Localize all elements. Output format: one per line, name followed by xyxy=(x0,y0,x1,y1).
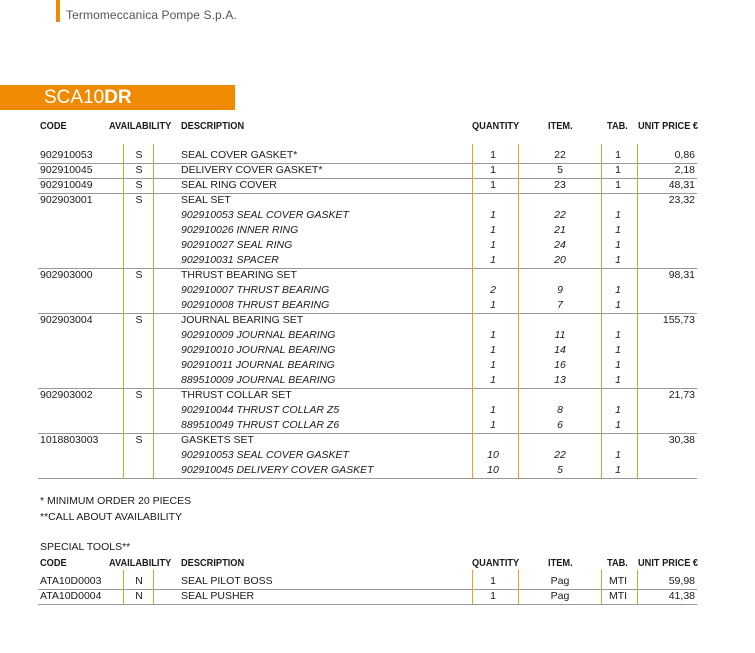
cell-desc: SEAL COVER GASKET* xyxy=(181,149,298,161)
cell-qty: 1 xyxy=(490,254,496,266)
cell-price: 155,73 xyxy=(662,314,695,326)
cell-desc: 902910045 DELIVERY COVER GASKET xyxy=(181,464,374,476)
cell-item: 22 xyxy=(554,149,566,161)
cell-item: 22 xyxy=(554,449,566,461)
cell-desc: SEAL RING COVER xyxy=(181,179,277,191)
cell-desc: 889510049 THRUST COLLAR Z6 xyxy=(181,419,340,431)
cell-tab: MTI xyxy=(608,575,628,587)
sub-item-row xyxy=(38,343,697,358)
cell-item: 14 xyxy=(554,344,566,356)
header-tab: TAB. xyxy=(607,557,628,569)
cell-price: 23,32 xyxy=(668,194,695,206)
cell-desc: 902910031 SPACER xyxy=(181,254,279,266)
cell-qty: 1 xyxy=(490,329,496,341)
table-row xyxy=(38,589,697,605)
sub-item-row xyxy=(38,223,697,238)
cell-desc: 902910007 THRUST BEARING xyxy=(181,284,330,296)
cell-avail: S xyxy=(135,149,143,161)
cell-qty xyxy=(473,193,513,208)
header-description: DESCRIPTION xyxy=(181,557,245,569)
cell-tab: 1 xyxy=(615,239,621,251)
cell-qty xyxy=(473,433,513,448)
sub-item-row xyxy=(38,283,697,298)
cell-tab: 1 xyxy=(615,419,621,431)
cell-tab: 1 xyxy=(615,179,621,191)
cell-avail xyxy=(123,253,155,268)
cell-avail xyxy=(123,328,155,343)
cell-code: 902903004 xyxy=(40,314,93,326)
header-availability: AVAILABILITY xyxy=(109,120,172,132)
cell-qty: 1 xyxy=(490,209,496,221)
cell-price: 41,38 xyxy=(668,590,695,602)
cell-item: 7 xyxy=(557,299,563,311)
cell-avail: N xyxy=(135,575,143,587)
cell-price: 30,38 xyxy=(668,434,695,446)
cell-avail: S xyxy=(135,194,143,206)
cell-desc: THRUST COLLAR SET xyxy=(181,389,292,401)
sub-item-row xyxy=(38,253,697,269)
cell-qty: 1 xyxy=(490,164,496,176)
cell-tab: 1 xyxy=(615,149,621,161)
cell-avail xyxy=(123,448,155,463)
column-divider xyxy=(518,144,519,478)
cell-avail: S xyxy=(135,164,143,176)
table-row xyxy=(38,148,697,164)
column-divider xyxy=(123,570,124,604)
cell-item xyxy=(517,433,603,448)
cell-avail xyxy=(123,418,155,433)
column-divider xyxy=(472,144,473,478)
cell-item xyxy=(517,268,603,283)
cell-qty: 1 xyxy=(490,149,496,161)
column-divider xyxy=(637,570,638,604)
cell-item: 22 xyxy=(554,209,566,221)
column-divider xyxy=(601,570,602,604)
cell-item: 9 xyxy=(557,284,563,296)
cell-avail: S xyxy=(135,434,143,446)
cell-item xyxy=(517,388,603,403)
column-divider xyxy=(518,570,519,604)
cell-item: 5 xyxy=(557,464,563,476)
cell-desc: 902910053 SEAL COVER GASKET xyxy=(181,449,349,461)
cell-price: 59,98 xyxy=(668,575,695,587)
cell-desc: JOURNAL BEARING SET xyxy=(181,314,304,326)
header-price: UNIT PRICE € xyxy=(638,557,699,569)
cell-desc: SEAL SET xyxy=(181,194,231,206)
footnote-minimum-order: * MINIMUM ORDER 20 PIECES xyxy=(40,495,192,507)
sub-item-row xyxy=(38,373,697,389)
column-divider xyxy=(153,570,154,604)
cell-qty xyxy=(473,388,513,403)
cell-avail xyxy=(123,283,155,298)
table-row xyxy=(38,163,697,179)
column-divider xyxy=(637,144,638,478)
cell-tab: 1 xyxy=(615,344,621,356)
cell-qty xyxy=(473,313,513,328)
header-quantity: QUANTITY xyxy=(472,557,520,569)
cell-item: 24 xyxy=(554,239,566,251)
cell-item: 11 xyxy=(554,329,566,341)
cell-desc: 902910053 SEAL COVER GASKET xyxy=(181,209,349,221)
cell-item: 8 xyxy=(557,404,563,416)
company-name: Termomeccanica Pompe S.p.A. xyxy=(66,8,237,22)
header-price: UNIT PRICE € xyxy=(638,120,699,132)
cell-avail: S xyxy=(135,269,143,281)
cell-desc: 902910026 INNER RING xyxy=(181,224,299,236)
cell-tab: 1 xyxy=(615,209,621,221)
cell-desc: THRUST BEARING SET xyxy=(181,269,297,281)
model-title-suffix: DR xyxy=(104,87,132,108)
cell-avail: S xyxy=(135,179,143,191)
cell-item xyxy=(517,313,603,328)
cell-avail xyxy=(123,373,155,388)
model-banner xyxy=(0,85,235,110)
cell-qty xyxy=(473,268,513,283)
cell-tab: 1 xyxy=(615,254,621,266)
cell-avail: S xyxy=(135,314,143,326)
brand-accent-bar xyxy=(56,0,60,22)
cell-qty: 1 xyxy=(490,374,496,386)
cell-item: 16 xyxy=(554,359,566,371)
cell-code: 902910049 xyxy=(40,179,93,191)
cell-price: 2,18 xyxy=(674,164,695,176)
cell-item: Pag xyxy=(550,575,570,587)
cell-qty: 1 xyxy=(490,575,496,587)
cell-code: 902903000 xyxy=(40,269,93,281)
cell-desc: 889510009 JOURNAL BEARING xyxy=(181,374,336,386)
cell-item: 5 xyxy=(557,164,563,176)
cell-qty: 1 xyxy=(490,239,496,251)
cell-qty: 1 xyxy=(490,590,496,602)
table-row xyxy=(38,268,697,283)
cell-tab: 1 xyxy=(615,404,621,416)
cell-qty: 1 xyxy=(490,359,496,371)
cell-tab: 1 xyxy=(615,359,621,371)
sub-item-row xyxy=(38,328,697,343)
footnote-availability: **CALL ABOUT AVAILABILITY xyxy=(40,511,183,523)
cell-item: 20 xyxy=(554,254,566,266)
cell-code: 902910045 xyxy=(40,164,93,176)
column-divider xyxy=(123,144,124,478)
cell-tab: 1 xyxy=(615,329,621,341)
header-tab: TAB. xyxy=(607,120,628,132)
cell-tab: 1 xyxy=(615,464,621,476)
model-title-prefix: SCA10 xyxy=(44,87,105,108)
cell-avail xyxy=(123,403,155,418)
cell-qty: 1 xyxy=(490,299,496,311)
sub-item-row xyxy=(38,448,697,463)
cell-desc: 902910008 THRUST BEARING xyxy=(181,299,330,311)
cell-avail: N xyxy=(135,590,143,602)
cell-qty: 1 xyxy=(490,419,496,431)
cell-item: 23 xyxy=(554,179,566,191)
sub-item-row xyxy=(38,463,697,479)
sub-item-row xyxy=(38,418,697,434)
cell-price: 98,31 xyxy=(668,269,695,281)
cell-item: 21 xyxy=(554,224,566,236)
cell-item xyxy=(517,193,603,208)
cell-price: 48,31 xyxy=(668,179,695,191)
model-title xyxy=(44,87,132,108)
table-row xyxy=(38,433,697,448)
cell-tab: 1 xyxy=(615,284,621,296)
cell-desc: 902910044 THRUST COLLAR Z5 xyxy=(181,404,340,416)
column-divider xyxy=(153,144,154,478)
header-description: DESCRIPTION xyxy=(181,120,245,132)
cell-code: ATA10D0003 xyxy=(40,575,102,587)
table-row xyxy=(38,388,697,403)
cell-avail xyxy=(123,343,155,358)
cell-avail xyxy=(123,238,155,253)
cell-code: 902903001 xyxy=(40,194,93,206)
column-divider xyxy=(601,144,602,478)
sub-item-row xyxy=(38,403,697,418)
sub-item-row xyxy=(38,238,697,253)
cell-tab: 1 xyxy=(615,374,621,386)
cell-desc: GASKETS SET xyxy=(181,434,254,446)
sub-item-row xyxy=(38,208,697,223)
table-row xyxy=(38,313,697,328)
cell-code: 902903002 xyxy=(40,389,93,401)
cell-qty: 10 xyxy=(487,464,499,476)
header-availability: AVAILABILITY xyxy=(109,557,172,569)
table-row xyxy=(38,193,697,208)
cell-qty: 1 xyxy=(490,344,496,356)
cell-desc: 902910027 SEAL RING xyxy=(181,239,293,251)
cell-avail xyxy=(123,223,155,238)
cell-qty: 1 xyxy=(490,404,496,416)
cell-qty: 2 xyxy=(490,284,496,296)
sub-item-row xyxy=(38,358,697,373)
cell-item: 13 xyxy=(554,374,566,386)
cell-avail xyxy=(123,463,155,478)
cell-price: 21,73 xyxy=(668,389,695,401)
cell-tab xyxy=(603,193,633,208)
cell-item: Pag xyxy=(550,590,570,602)
sub-item-row xyxy=(38,298,697,314)
cell-code: 1018803003 xyxy=(40,434,99,446)
cell-desc: 902910009 JOURNAL BEARING xyxy=(181,329,336,341)
cell-tab xyxy=(603,388,633,403)
cell-desc: SEAL PUSHER xyxy=(181,590,255,602)
cell-avail xyxy=(123,358,155,373)
header-quantity: QUANTITY xyxy=(472,120,520,132)
cell-code: ATA10D0004 xyxy=(40,590,102,602)
cell-qty: 1 xyxy=(490,224,496,236)
cell-code: 902910053 xyxy=(40,149,93,161)
cell-tab: 1 xyxy=(615,299,621,311)
cell-item: 6 xyxy=(557,419,563,431)
cell-tab xyxy=(603,268,633,283)
cell-tab: MTI xyxy=(608,590,628,602)
cell-desc: 902910011 JOURNAL BEARING xyxy=(181,359,335,371)
header-code: CODE xyxy=(40,120,67,132)
table-row xyxy=(38,178,697,194)
cell-desc: DELIVERY COVER GASKET* xyxy=(181,164,323,176)
cell-tab xyxy=(603,433,633,448)
cell-avail: S xyxy=(135,389,143,401)
cell-qty: 10 xyxy=(487,449,499,461)
cell-qty: 1 xyxy=(490,179,496,191)
cell-tab: 1 xyxy=(615,449,621,461)
cell-avail xyxy=(123,298,155,313)
cell-desc: SEAL PILOT BOSS xyxy=(181,575,273,587)
column-divider xyxy=(472,570,473,604)
cell-tab: 1 xyxy=(615,224,621,236)
header-item: ITEM. xyxy=(548,557,573,569)
cell-tab: 1 xyxy=(615,164,621,176)
cell-desc: 902910010 JOURNAL BEARING xyxy=(181,344,336,356)
cell-tab xyxy=(603,313,633,328)
header-code: CODE xyxy=(40,557,67,569)
special-tools-title: SPECIAL TOOLS** xyxy=(40,541,131,553)
cell-price: 0,86 xyxy=(674,149,695,161)
table-row xyxy=(38,574,697,590)
header-item: ITEM. xyxy=(548,120,573,132)
cell-avail xyxy=(123,208,155,223)
